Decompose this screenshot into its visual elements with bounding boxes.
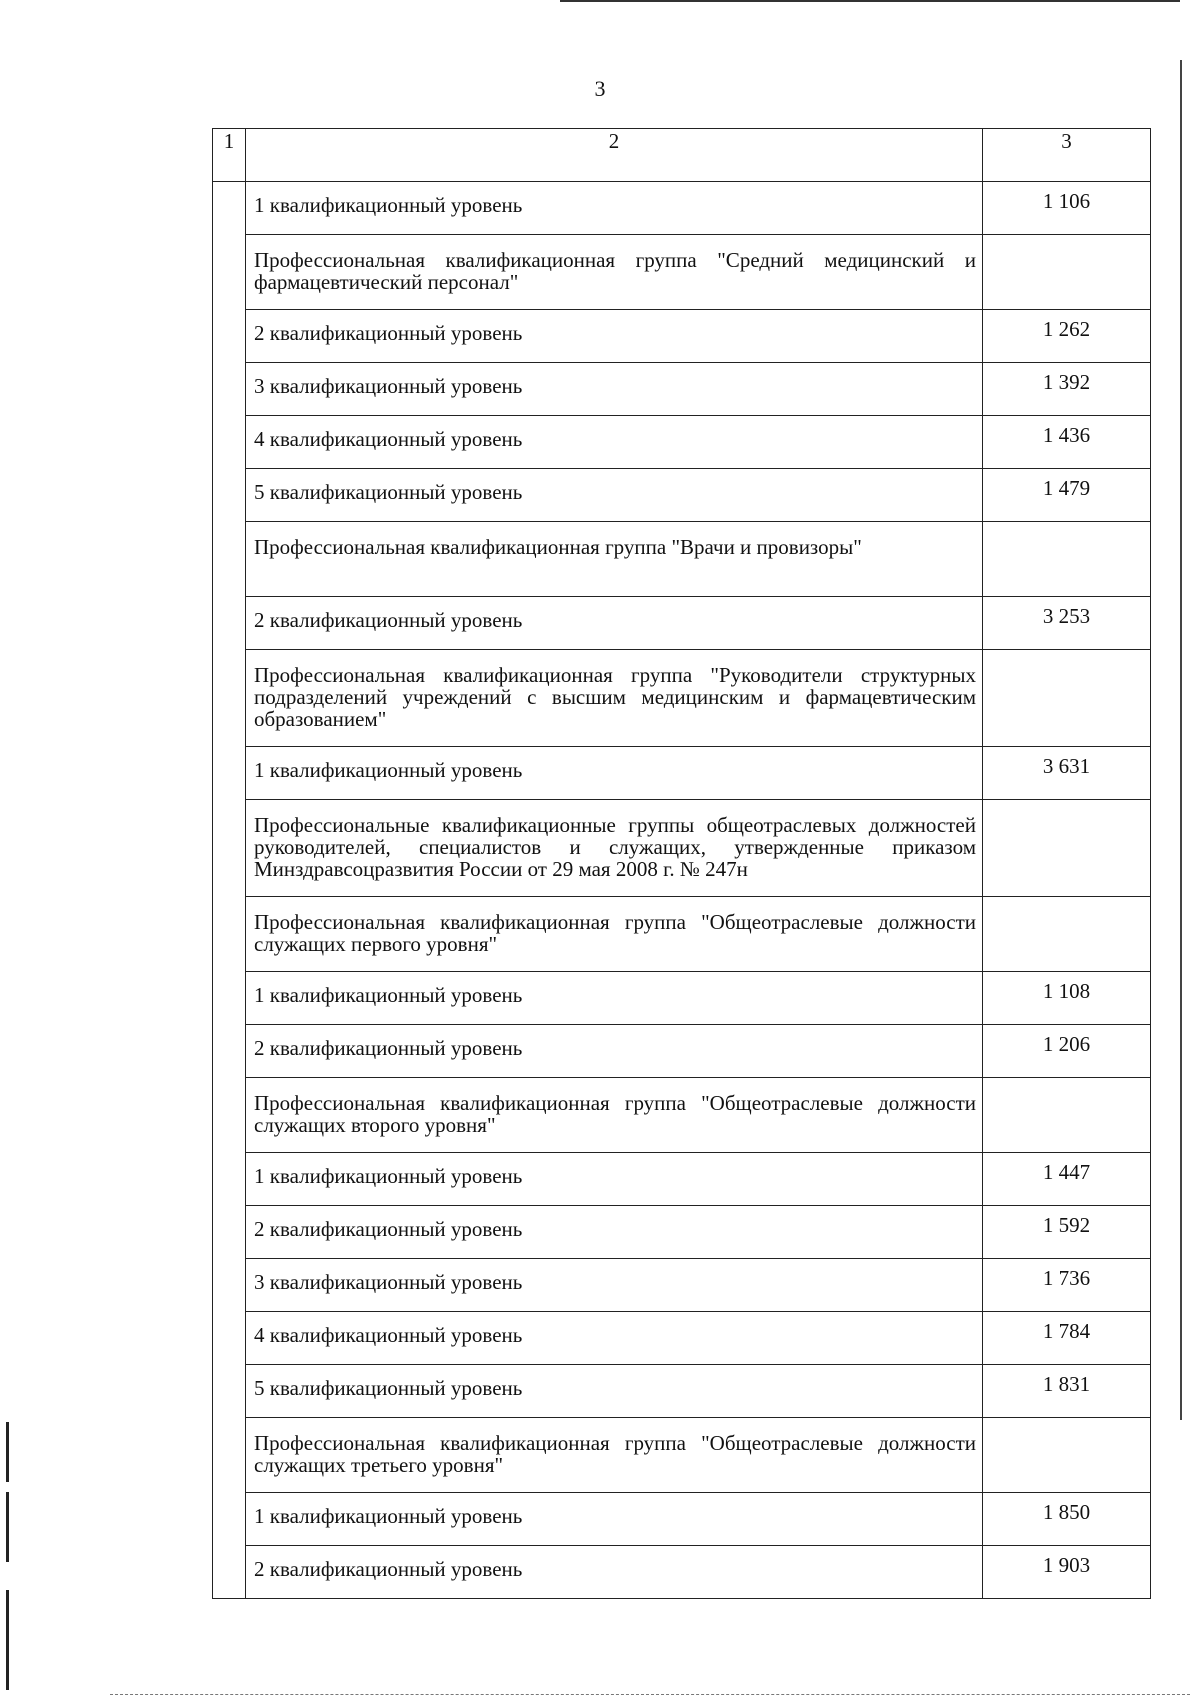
level-name-cell: 2 квалификационный уровень [246,1025,983,1078]
header-cell-3: 3 [983,129,1151,182]
level-name-cell: 2 квалификационный уровень [246,310,983,363]
value-cell: 3 253 [983,597,1151,650]
table-row [213,1259,1151,1312]
table-row [213,235,1151,310]
group-name-cell: Профессиональная квалификационная группа "Общеотраслевые должности служащих первого уровня" [246,897,983,972]
value-cell: 1 592 [983,1206,1151,1259]
table-row [213,597,1151,650]
value-cell [983,1078,1151,1153]
table-row [213,1078,1151,1153]
value-cell: 1 262 [983,310,1151,363]
header-cell-2: 2 [246,129,983,182]
table-row [213,1025,1151,1078]
level-name-cell: 1 квалификационный уровень [246,182,983,235]
value-cell: 1 392 [983,363,1151,416]
level-name-cell: 5 квалификационный уровень [246,469,983,522]
table-row [213,416,1151,469]
level-name-cell: 2 квалификационный уровень [246,597,983,650]
level-name-cell: 1 квалификационный уровень [246,747,983,800]
table-row [213,1206,1151,1259]
table-row [213,363,1151,416]
table-row [213,182,1151,235]
table-row [213,469,1151,522]
value-cell: 1 784 [983,1312,1151,1365]
table-header-row [213,129,1151,182]
value-cell [983,800,1151,897]
table-row [213,800,1151,897]
value-cell [983,897,1151,972]
scan-edge-bottom [110,1694,1190,1696]
header-cell-1: 1 [213,129,246,182]
level-name-cell: 2 квалификационный уровень [246,1206,983,1259]
group-name-cell: Профессиональная квалификационная группа "Руководители структурных подразделений учреждений с высшим медицинским и фармацевтическим образованием" [246,650,983,747]
table-row [213,747,1151,800]
table-row [213,522,1151,597]
table-row [213,310,1151,363]
level-name-cell: 1 квалификационный уровень [246,1493,983,1546]
table-row [213,1365,1151,1418]
level-name-cell: 5 квалификационный уровень [246,1365,983,1418]
level-name-cell: 2 квалификационный уровень [246,1546,983,1599]
level-name-cell: 4 квалификационный уровень [246,416,983,469]
table-row [213,1418,1151,1493]
table-row [213,650,1151,747]
value-cell [983,522,1151,597]
table-row [213,1153,1151,1206]
scan-margin-line [6,1422,9,1482]
column-1-cell [213,182,246,1599]
group-name-cell: Профессиональные квалификационные группы общеотраслевых должностей руководителей, специалистов и служащих, утвержденные приказом Минздравсоцразвития России от 29 мая 2008 г. № 247н [246,800,983,897]
scan-edge-top [560,0,1180,2]
value-cell: 1 447 [983,1153,1151,1206]
table-row [213,1493,1151,1546]
level-name-cell: 3 квалификационный уровень [246,1259,983,1312]
value-cell: 1 106 [983,182,1151,235]
level-name-cell: 1 квалификационный уровень [246,1153,983,1206]
value-cell [983,1418,1151,1493]
value-cell: 1 736 [983,1259,1151,1312]
level-name-cell: 1 квалификационный уровень [246,972,983,1025]
scan-edge-right [1180,60,1182,1420]
table-row [213,897,1151,972]
value-cell [983,235,1151,310]
group-name-cell: Профессиональная квалификационная группа "Средний медицинский и фармацевтический персонал" [246,235,983,310]
table-row [213,1312,1151,1365]
level-name-cell: 4 квалификационный уровень [246,1312,983,1365]
group-name-cell: Профессиональная квалификационная группа "Общеотраслевые должности служащих третьего уровня" [246,1418,983,1493]
value-cell: 1 206 [983,1025,1151,1078]
value-cell: 3 631 [983,747,1151,800]
group-name-cell: Профессиональная квалификационная группа "Врачи и провизоры" [246,522,983,597]
value-cell: 1 903 [983,1546,1151,1599]
page-number: 3 [594,76,606,101]
table-row [213,972,1151,1025]
scan-margin-line [6,1590,9,1690]
table-row [213,1546,1151,1599]
value-cell: 1 831 [983,1365,1151,1418]
value-cell: 1 850 [983,1493,1151,1546]
value-cell: 1 479 [983,469,1151,522]
level-name-cell: 3 квалификационный уровень [246,363,983,416]
table-body [213,129,1151,1599]
value-cell: 1 436 [983,416,1151,469]
scan-margin-line [6,1492,9,1562]
group-name-cell: Профессиональная квалификационная группа "Общеотраслевые должности служащих второго уровня" [246,1078,983,1153]
value-cell [983,650,1151,747]
salary-table [212,128,1151,1599]
value-cell: 1 108 [983,972,1151,1025]
